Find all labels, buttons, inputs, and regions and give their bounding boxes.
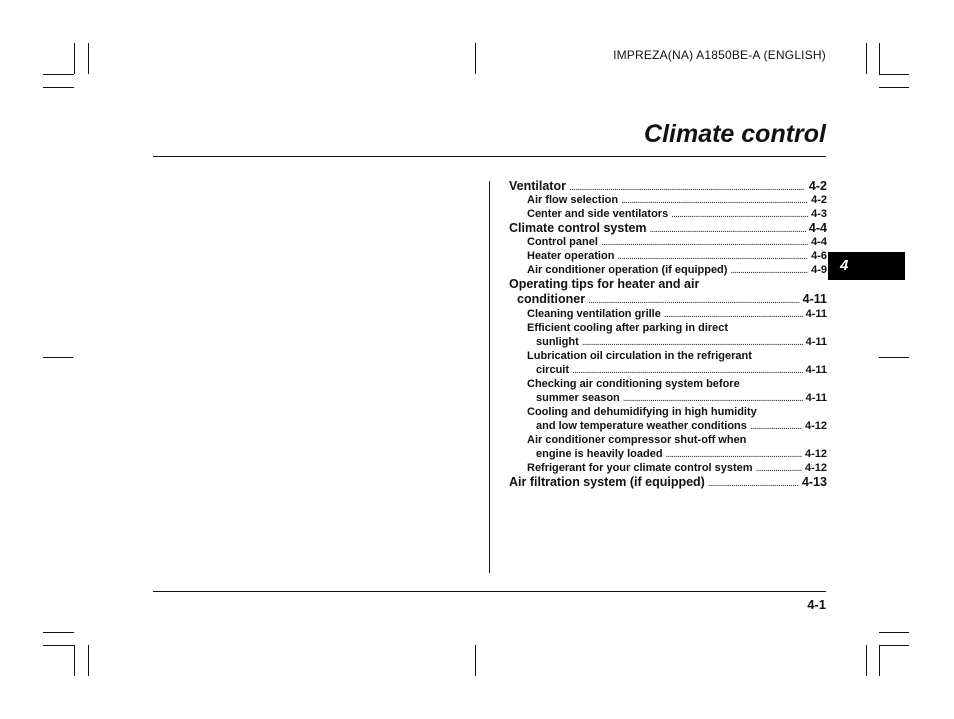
toc-entry-page: 4-2: [808, 179, 827, 193]
leader-dots: [572, 364, 803, 378]
toc-entry[interactable]: [509, 179, 827, 193]
toc-entry-page: 4-4: [808, 221, 827, 235]
column-divider: [489, 181, 490, 573]
leader-dots: [623, 392, 803, 406]
toc-entry-page: 4-11: [805, 364, 827, 376]
toc-entry-page: 4-13: [801, 475, 827, 489]
toc-entry-page: 4-6: [811, 250, 827, 262]
chapter-tab: [828, 252, 905, 280]
toc-entry-label: Air filtration system (if equipped): [509, 475, 705, 489]
toc-entry-page: 4-11: [805, 392, 827, 404]
crop-mark: [43, 87, 74, 88]
crop-mark: [43, 357, 73, 358]
crop-mark: [879, 632, 909, 633]
toc-entry-label: Air conditioner compressor shut-off when: [527, 434, 747, 446]
toc-entry[interactable]: [509, 447, 827, 461]
crop-mark: [88, 43, 89, 74]
toc-entry-label: Control panel: [527, 236, 598, 248]
toc-entry-page: 4-9: [811, 264, 827, 276]
crop-mark: [879, 645, 909, 646]
toc-entry[interactable]: [509, 235, 827, 249]
toc-entry[interactable]: [509, 419, 827, 433]
crop-mark: [475, 645, 476, 676]
toc-entry[interactable]: [509, 292, 827, 307]
toc-entry-page: 4-12: [804, 420, 827, 432]
leader-dots: [750, 420, 802, 434]
toc-entry-page: 4-12: [804, 462, 827, 474]
toc-entry-label: Efficient cooling after parking in direct: [527, 322, 729, 334]
toc-entry-heading[interactable]: [509, 433, 827, 447]
toc-entry-label-cont: summer season: [536, 392, 620, 404]
crop-mark: [879, 645, 880, 676]
crop-mark: [866, 645, 867, 676]
toc-entry-heading[interactable]: [509, 377, 827, 391]
crop-mark: [879, 74, 909, 75]
toc-entry-heading[interactable]: [509, 321, 827, 335]
toc-entry-label: Checking air conditioning system before: [527, 378, 740, 390]
toc-entry-page: 4-3: [811, 208, 827, 220]
crop-mark: [88, 645, 89, 676]
leader-dots: [708, 477, 799, 491]
crop-mark: [43, 632, 74, 633]
toc-entry-heading[interactable]: [509, 405, 827, 419]
footer-divider: [153, 591, 826, 592]
toc-entry-page: 4-11: [802, 292, 827, 306]
toc-entry-label: Refrigerant for your climate control system: [527, 462, 753, 474]
toc-entry-heading[interactable]: [509, 277, 827, 292]
toc-entry[interactable]: [509, 461, 827, 475]
toc-entry-label-cont: engine is heavily loaded: [536, 448, 663, 460]
toc-entry[interactable]: [509, 221, 827, 235]
toc-entry[interactable]: [509, 475, 827, 489]
toc-entry[interactable]: [509, 207, 827, 221]
toc-entry-label: Operating tips for heater and air: [509, 277, 700, 291]
crop-mark: [879, 43, 880, 74]
table-of-contents: [509, 178, 827, 489]
toc-entry[interactable]: [509, 363, 827, 377]
leader-dots: [617, 250, 808, 264]
leader-dots: [588, 293, 800, 308]
crop-mark: [74, 43, 75, 74]
document-code: IMPREZA(NA) A1850BE-A (ENGLISH): [613, 48, 826, 62]
toc-entry[interactable]: [509, 193, 827, 207]
leader-dots: [666, 448, 802, 462]
toc-entry[interactable]: [509, 307, 827, 321]
crop-mark: [879, 87, 909, 88]
chapter-number: 4: [840, 257, 849, 274]
crop-mark: [879, 357, 909, 358]
toc-entry-page: 4-11: [805, 308, 827, 320]
crop-mark: [74, 645, 75, 676]
toc-entry-label: Air flow selection: [527, 194, 619, 206]
toc-entry-label: Center and side ventilators: [527, 208, 669, 220]
toc-entry-label: Heater operation: [527, 250, 615, 262]
toc-entry-page: 4-12: [804, 448, 827, 460]
toc-entry-label-cont: and low temperature weather conditions: [536, 420, 747, 432]
toc-entry-page: 4-2: [811, 194, 827, 206]
leader-dots: [756, 462, 802, 476]
toc-entry-label-cont: conditioner: [517, 292, 586, 306]
leader-dots: [601, 236, 808, 250]
leader-dots: [730, 264, 808, 278]
toc-entry[interactable]: [509, 263, 827, 277]
toc-entry-heading[interactable]: [509, 349, 827, 363]
toc-entry[interactable]: [509, 391, 827, 405]
crop-mark: [866, 43, 867, 74]
toc-entry-page: 4-4: [811, 236, 827, 248]
crop-mark: [43, 74, 74, 75]
leader-dots: [650, 223, 806, 237]
crop-mark: [43, 645, 74, 646]
leader-dots: [671, 208, 808, 222]
page-title: Climate control: [644, 120, 826, 148]
toc-entry-label: Cleaning ventilation grille: [527, 308, 661, 320]
leader-dots: [664, 308, 803, 322]
toc-entry-label: Cooling and dehumidifying in high humidity: [527, 406, 757, 418]
toc-entry[interactable]: [509, 335, 827, 349]
title-divider: [153, 156, 826, 157]
page-number: 4-1: [807, 597, 826, 612]
crop-mark: [475, 43, 476, 74]
toc-entry-label: Ventilator: [509, 179, 566, 193]
toc-entry-label: Climate control system: [509, 221, 647, 235]
leader-dots: [582, 336, 803, 350]
toc-entry-label: Air conditioner operation (if equipped): [527, 264, 728, 276]
toc-entry[interactable]: [509, 249, 827, 263]
toc-entry-label-cont: circuit: [536, 364, 570, 376]
toc-entry-label-cont: sunlight: [536, 336, 579, 348]
toc-entry-label: Lubrication oil circulation in the refrigerant: [527, 350, 752, 362]
toc-entry-page: 4-11: [805, 336, 827, 348]
leader-dots: [621, 194, 808, 208]
